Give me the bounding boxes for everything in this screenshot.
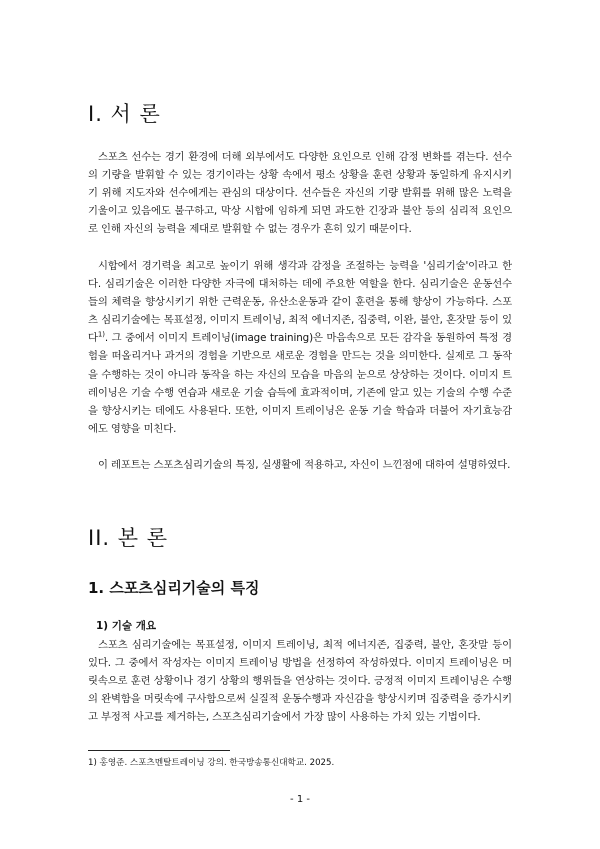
intro-paragraph-2-text: 시합에서 경기력을 최고로 높이기 위해 생각과 감정을 조절하는 능력을 '심리기술'이라고 한다. 심리기술은 이러한 다양한 자극에 대처하는 데에 주요한 역할을 한다. 심리기술은 운동선수들의 체력을 향상시키기 위한 근력운동, 유산소운동과 같이 훈련을 통해 향상이 가능하다. 스포츠 심리기술에는 목표설정, 이미지 트레이닝, 최적 에너지존, 집중력, 이완, 불안, 혼잣말 등이 있다 <box>88 260 512 345</box>
footnote-text: 1) 홍영준. 스포츠멘탈트레이닝 강의. 한국방송통신대학교. 2025. <box>88 758 335 768</box>
page-number: - 1 - <box>290 794 310 805</box>
intro-paragraph-3: 이 레포트는 스포츠심리기술의 특징, 실생활에 적용하고, 자신이 느낀점에 대하여 설명하였다. <box>98 459 511 471</box>
section-heading-intro: I. 서 론 <box>88 102 161 126</box>
subsubsection-heading: 1) 기술 개요 <box>96 620 156 632</box>
body-paragraph-1: 스포츠 심리기술에는 목표설정, 이미지 트레이닝, 최적 에너지존, 집중력, 불안, 혼잣말 등이 있다. 그 중에서 작성자는 이미지 트레이닝 방법을 선정하여 작성하였다. 이미지 트레이닝은 머릿속으로 훈련 상황이나 경기 상황의 행위들을 연상하는 것이다. 긍정적 이미지 트레이닝은 수행의 완벽함을 머릿속에 구사함으로써 실질적 운동수행과 자신감을 향상시키며 집중력을 증가시키고 부정적 사고를 제거하는, 스포츠심리기술에서 가장 많이 사용하는 가치 있는 기법이다. <box>88 639 512 724</box>
intro-paragraph-2: 시합에서 경기력을 최고로 높이기 위해 생각과 감정을 조절하는 능력을 '심리기술'이라고 한다. 심리기술은 이러한 다양한 자극에 대처하는 데에 주요한 역할을 한다. 심리기술은 운동선수들의 체력을 향상시키기 위한 근력운동, 유산소운동과 같이 훈련을 통해 향상이 가능하다. 스포츠 심리기술에는 목표설정, 이미지 트레이닝, 최적 에너지존, 집중력, 이완, 불안, 혼잣말 등이 있다$^{1)}$. 그 중에서 이미지 트레이닝(image training)은 마음속으로 모든 감각을 동원하여 특정 경험을 떠올리거나 과거의 경험을 기반으로 새로운 경험을 만드는 것을 의미한다. 실제로 그 동작을 수행하는 것이 아니라 동작을 하는 자신의 모습을 마음의 눈으로 상상하는 것이다. 이미지 트레이닝은 기술 수행 연습과 새로운 기술 습득에 효과적이며, 기존에 알고 있는 기술의 수행 수준을 향상시키는 데에도 사용된다. 또한, 이미지 트레이닝은 운동 기술 학습과 더불어 자기효능감에도 영향을 미친다. <box>88 260 512 435</box>
section-heading-body: II. 본 론 <box>88 526 168 550</box>
intro-paragraph-2-cont: 그 중에서 이미지 트레이닝(image training)은 마음속으로 모든 감각을 동원하여 특정 경험을 떠올리거나 과거의 경험을 기반으로 새로운 경험을 만드는 것을 의미한다. 실제로 그 동작을 수행하는 것이 아니라 동작을 하는 자신의 모습을 마음의 눈으로 상상하는 것이다. 이미지 트레이닝은 기술 수행 연습과 새로운 기술 습득에 효과적이며, 기존에 알고 있는 기술의 수행 수준을 향상시키는 데에도 사용된다. 또한, 이미지 트레이닝은 운동 기술 학습과 더불어 자기효능감에도 영향을 미친다. <box>88 332 512 435</box>
footnote-divider <box>88 750 230 751</box>
subsection-heading: 1. 스포츠심리기술의 특징 <box>88 579 260 597</box>
intro-paragraph-1: 스포츠 선수는 경기 환경에 더해 외부에서도 다양한 요인으로 인해 감정 변화를 겪는다. 선수의 기량을 발휘할 수 있는 경기이라는 상황 속에서 평소 상황을 훈련 상황과 동일하게 유지시키기 위해 지도자와 선수에게는 관심의 대상이다. 선수들은 자신의 기량 발휘를 위해 많은 노력을 기울이고 있음에도 불구하고, 막상 시합에 임하게 되면 과도한 긴장과 불안 등의 심리적 요인으로 인해 자신의 능력을 제대로 발휘할 수 없는 경우가 흔히 있기 때문이다. <box>88 151 512 236</box>
footnote-ref[interactable]: 1) <box>97 330 105 339</box>
